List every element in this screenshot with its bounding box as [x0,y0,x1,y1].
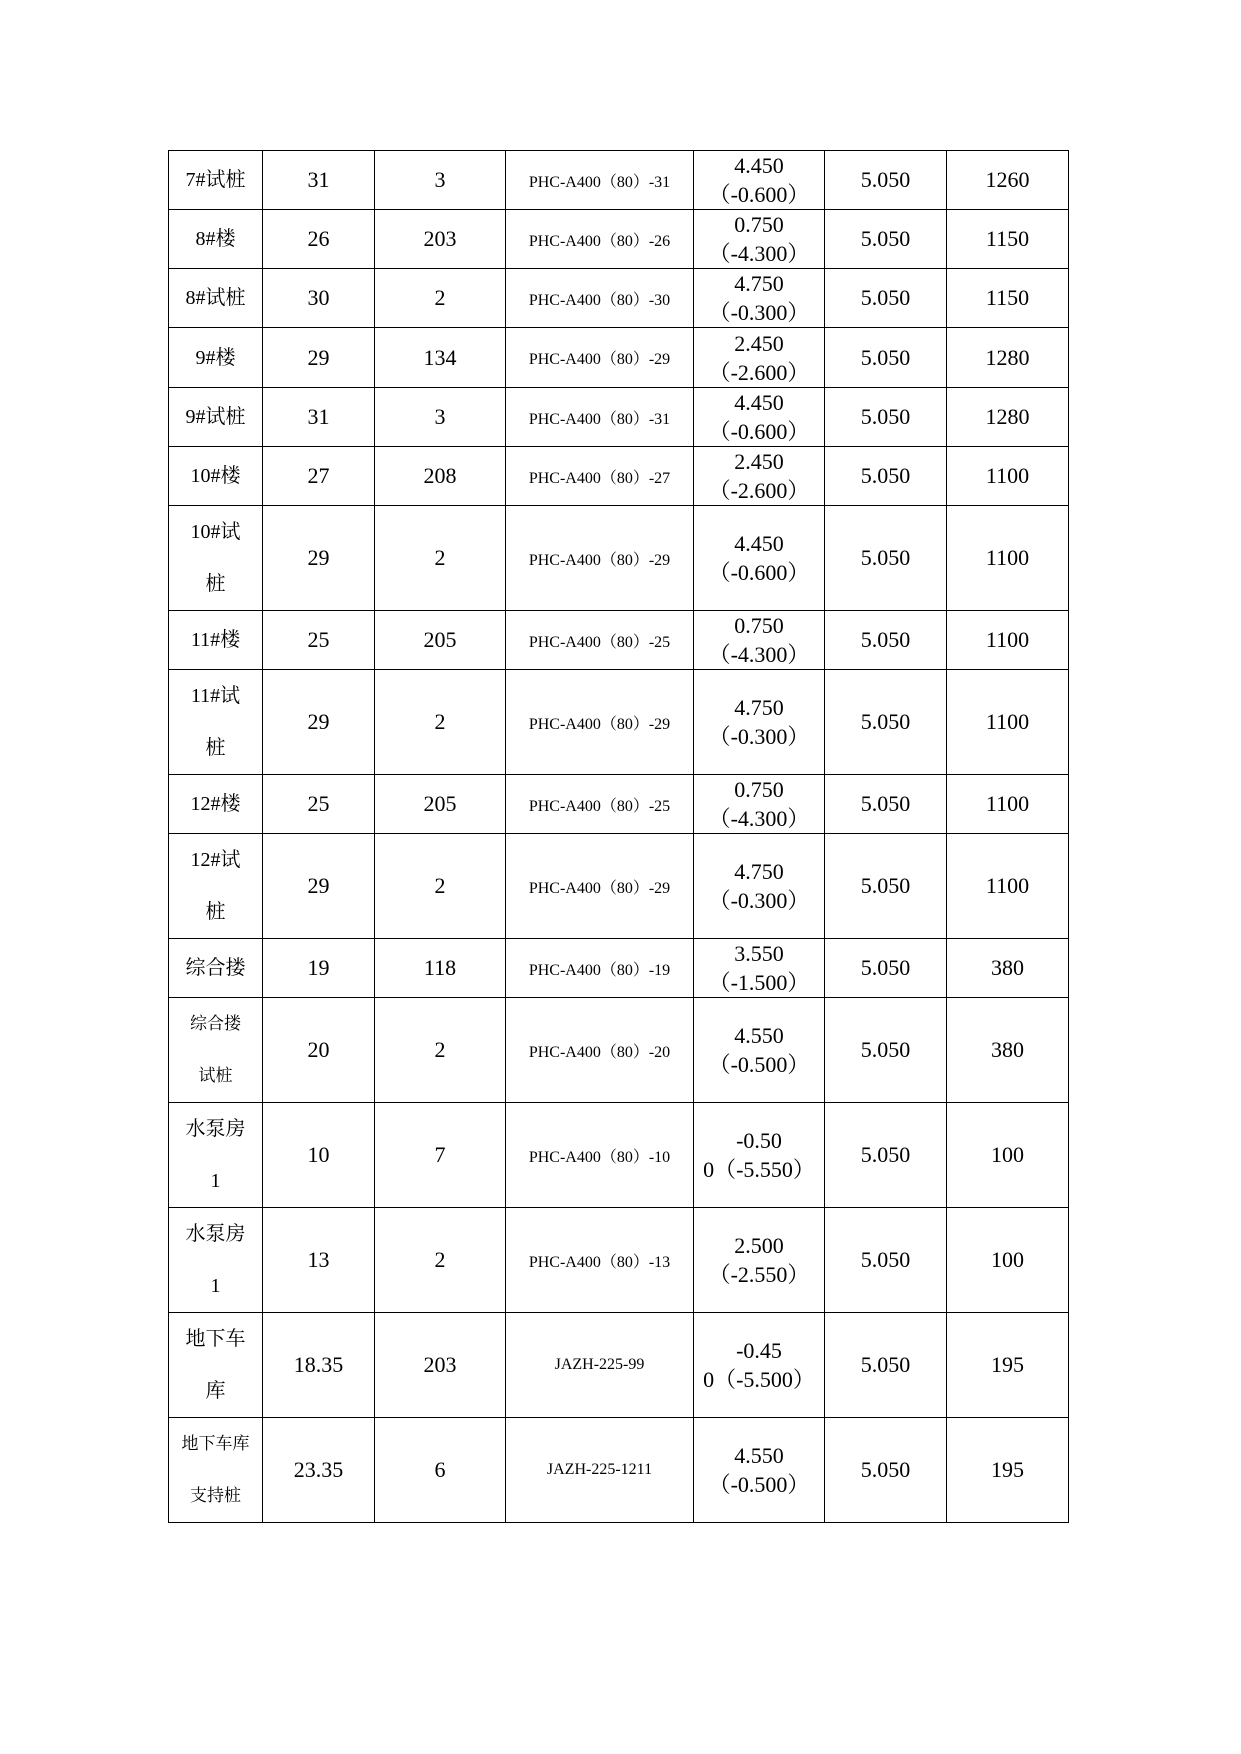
elevation-bottom: （-0.300） [708,724,810,749]
cell-length: 18.35 [263,1313,375,1418]
cell-spec: PHC-A400（80）-26 [506,210,694,269]
cell-ground: 5.050 [825,447,947,506]
cell-ground: 5.050 [825,775,947,834]
table-row [169,1208,1069,1313]
cell-elevation [694,151,825,210]
elevation-bottom: （-0.600） [708,182,810,207]
building-name: 10#楼 [190,465,241,487]
cell-length: 23.35 [263,1418,375,1523]
building-name: 综合搂 试桩 [190,1014,241,1085]
cell-capacity: 195 [947,1418,1069,1523]
cell-name [169,210,263,269]
building-name: 12#试 桩 [190,849,241,923]
cell-elevation [694,1103,825,1208]
cell-name [169,1103,263,1208]
elevation-bottom: 0（-5.500） [703,1367,815,1392]
cell-name [169,388,263,447]
elevation-top: 4.550 [734,1443,784,1468]
elevation-bottom: 0（-5.550） [703,1157,815,1182]
cell-ground: 5.050 [825,388,947,447]
cell-spec: PHC-A400（80）-29 [506,834,694,939]
cell-spec: PHC-A400（80）-31 [506,388,694,447]
cell-name [169,328,263,388]
cell-name [169,506,263,611]
cell-ground: 5.050 [825,834,947,939]
elevation-top: 4.550 [734,1023,784,1048]
cell-capacity: 1100 [947,447,1069,506]
cell-elevation [694,1313,825,1418]
cell-spec: PHC-A400（80）-25 [506,775,694,834]
cell-capacity: 195 [947,1313,1069,1418]
elevation-bottom: （-0.300） [708,888,810,913]
cell-count: 205 [375,775,506,834]
cell-name [169,939,263,998]
cell-ground: 5.050 [825,269,947,328]
cell-name [169,834,263,939]
cell-spec: JAZH-225-1211 [506,1418,694,1523]
building-name: 水泵房 1 [185,1118,246,1192]
building-name: 8#试桩 [185,287,246,309]
building-name: 11#试 桩 [190,685,241,759]
cell-spec: PHC-A400（80）-13 [506,1208,694,1313]
elevation-top: 0.750 [734,212,784,237]
elevation-top: 2.500 [734,1233,784,1258]
cell-spec: PHC-A400（80）-29 [506,670,694,775]
cell-elevation [694,939,825,998]
cell-elevation [694,670,825,775]
cell-elevation [694,1418,825,1523]
cell-name [169,1313,263,1418]
cell-length: 20 [263,998,375,1103]
table-row [169,611,1069,670]
cell-ground: 5.050 [825,670,947,775]
cell-length: 31 [263,151,375,210]
elevation-bottom: （-0.500） [708,1052,810,1077]
cell-count: 2 [375,670,506,775]
building-name: 10#试 桩 [190,521,241,595]
cell-elevation [694,611,825,670]
cell-length: 25 [263,611,375,670]
table-row [169,1313,1069,1418]
table-row [169,328,1069,388]
cell-elevation [694,269,825,328]
cell-ground: 5.050 [825,506,947,611]
cell-count: 203 [375,1313,506,1418]
cell-count: 6 [375,1418,506,1523]
building-name: 水泵房 1 [185,1223,246,1297]
elevation-top: -0.45 [736,1338,782,1363]
cell-elevation [694,506,825,611]
cell-ground: 5.050 [825,1313,947,1418]
building-name: 地下车库 支持桩 [181,1434,250,1505]
building-name: 7#试桩 [185,169,246,191]
cell-count: 3 [375,388,506,447]
elevation-top: 4.750 [734,695,784,720]
cell-length: 10 [263,1103,375,1208]
cell-name [169,1208,263,1313]
cell-count: 134 [375,328,506,388]
cell-ground: 5.050 [825,611,947,670]
cell-name [169,611,263,670]
building-name: 综合搂 [185,957,246,979]
cell-capacity: 1100 [947,775,1069,834]
table-row [169,210,1069,269]
cell-length: 29 [263,834,375,939]
table-row [169,269,1069,328]
elevation-top: 0.750 [734,613,784,638]
elevation-top: 0.750 [734,777,784,802]
elevation-bottom: （-0.300） [708,300,810,325]
cell-length: 27 [263,447,375,506]
elevation-top: 2.450 [734,330,784,356]
cell-name [169,447,263,506]
cell-name [169,775,263,834]
elevation-top: 4.450 [734,153,784,178]
cell-elevation [694,388,825,447]
cell-count: 2 [375,506,506,611]
table-row [169,151,1069,210]
table-row [169,388,1069,447]
table-row [169,506,1069,611]
cell-capacity: 100 [947,1208,1069,1313]
cell-count: 203 [375,210,506,269]
cell-length: 29 [263,328,375,388]
cell-count: 2 [375,998,506,1103]
elevation-bottom: （-1.500） [708,970,810,995]
cell-ground: 5.050 [825,210,947,269]
cell-capacity: 1100 [947,506,1069,611]
elevation-top: 3.550 [734,941,784,966]
elevation-bottom: （-0.500） [708,1472,810,1497]
cell-elevation [694,210,825,269]
cell-count: 118 [375,939,506,998]
elevation-top: 4.750 [734,859,784,884]
cell-spec: PHC-A400（80）-31 [506,151,694,210]
elevation-top: 4.750 [734,271,784,296]
elevation-bottom: （-4.300） [708,241,810,266]
cell-elevation [694,328,825,388]
pile-table-body [169,151,1069,1523]
cell-capacity: 100 [947,1103,1069,1208]
cell-capacity: 380 [947,939,1069,998]
cell-capacity: 1100 [947,611,1069,670]
cell-ground: 5.050 [825,1103,947,1208]
building-name: 9#楼 [195,346,236,369]
cell-count: 208 [375,447,506,506]
elevation-bottom: （-0.600） [708,419,810,444]
cell-spec: PHC-A400（80）-10 [506,1103,694,1208]
cell-spec: PHC-A400（80）-30 [506,269,694,328]
building-name: 12#楼 [190,793,241,815]
cell-ground: 5.050 [825,1208,947,1313]
table-row [169,670,1069,775]
table-row [169,1418,1069,1523]
cell-spec: JAZH-225-99 [506,1313,694,1418]
building-name: 11#楼 [190,629,241,651]
cell-length: 13 [263,1208,375,1313]
table-row [169,998,1069,1103]
cell-elevation [694,1208,825,1313]
cell-count: 3 [375,151,506,210]
cell-spec: PHC-A400（80）-20 [506,998,694,1103]
cell-length: 31 [263,388,375,447]
cell-name [169,269,263,328]
elevation-bottom: （-2.600） [708,359,810,385]
cell-name [169,1418,263,1523]
cell-capacity: 1280 [947,328,1069,388]
elevation-bottom: （-4.300） [708,806,810,831]
cell-spec: PHC-A400（80）-29 [506,506,694,611]
cell-length: 29 [263,670,375,775]
building-name: 9#试桩 [185,406,246,428]
table-row [169,939,1069,998]
cell-length: 25 [263,775,375,834]
cell-ground: 5.050 [825,998,947,1103]
cell-capacity: 1100 [947,834,1069,939]
pile-table [168,150,1069,1523]
cell-length: 30 [263,269,375,328]
elevation-bottom: （-4.300） [708,642,810,667]
table-row [169,834,1069,939]
cell-ground: 5.050 [825,151,947,210]
cell-count: 7 [375,1103,506,1208]
cell-ground: 5.050 [825,328,947,388]
cell-name [169,998,263,1103]
elevation-top: 4.450 [734,390,784,415]
cell-capacity: 380 [947,998,1069,1103]
elevation-top: 2.450 [734,449,784,474]
cell-length: 26 [263,210,375,269]
cell-length: 19 [263,939,375,998]
cell-count: 2 [375,269,506,328]
cell-count: 2 [375,834,506,939]
elevation-bottom: （-2.550） [708,1262,810,1287]
table-row [169,775,1069,834]
cell-elevation [694,998,825,1103]
cell-spec: PHC-A400（80）-19 [506,939,694,998]
cell-name [169,151,263,210]
cell-elevation [694,775,825,834]
cell-ground: 5.050 [825,939,947,998]
cell-count: 205 [375,611,506,670]
elevation-bottom: （-2.600） [708,478,810,503]
elevation-bottom: （-0.600） [708,560,810,585]
building-name: 地下车 库 [185,1328,246,1402]
cell-count: 2 [375,1208,506,1313]
cell-capacity: 1100 [947,670,1069,775]
cell-name [169,670,263,775]
cell-spec: PHC-A400（80）-25 [506,611,694,670]
cell-spec: PHC-A400（80）-27 [506,447,694,506]
cell-capacity: 1150 [947,269,1069,328]
cell-capacity: 1150 [947,210,1069,269]
cell-capacity: 1280 [947,388,1069,447]
building-name: 8#楼 [195,228,236,250]
cell-ground: 5.050 [825,1418,947,1523]
cell-elevation [694,447,825,506]
table-row [169,1103,1069,1208]
cell-spec: PHC-A400（80）-29 [506,328,694,388]
cell-elevation [694,834,825,939]
table-row [169,447,1069,506]
elevation-top: 4.450 [734,531,784,556]
elevation-top: -0.50 [736,1128,782,1153]
cell-length: 29 [263,506,375,611]
cell-capacity: 1260 [947,151,1069,210]
